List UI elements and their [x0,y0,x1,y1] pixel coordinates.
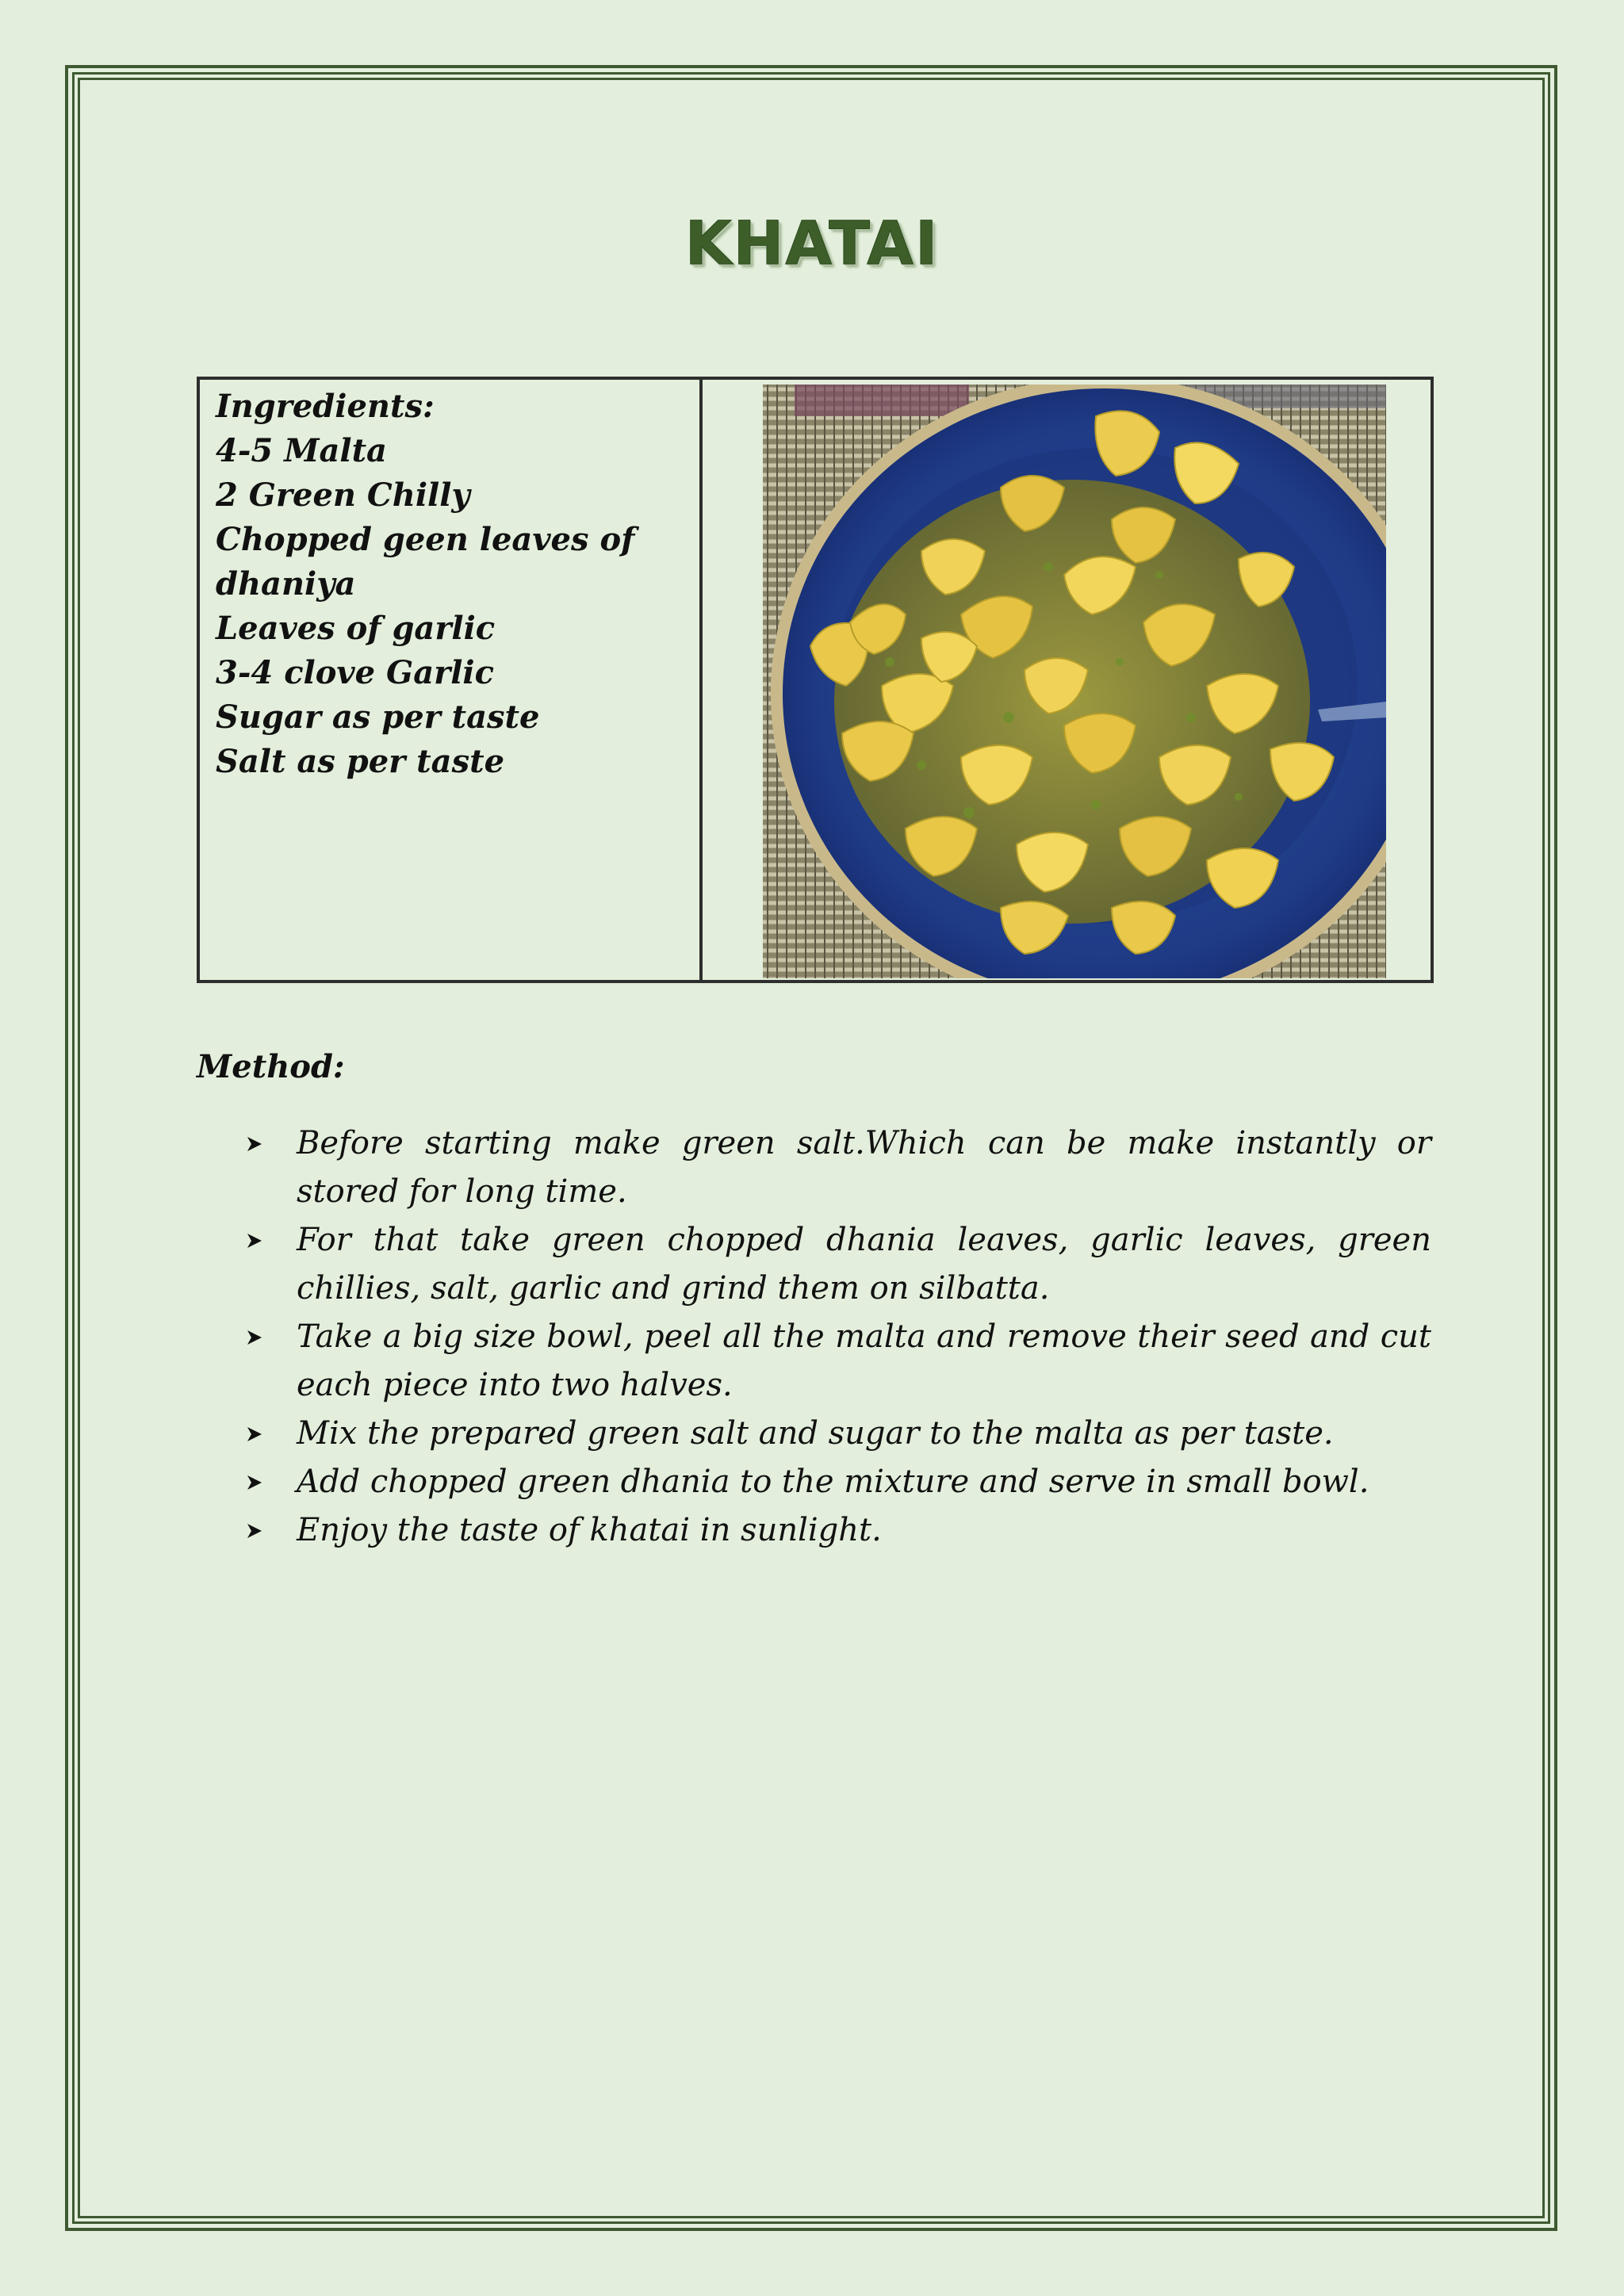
method-step-text: Add chopped green dhania to the mixture and serve in small bowl. [297,1464,1369,1500]
method-step [238,1458,1431,1506]
ingredient-item: 2 Green Chilly [216,476,470,514]
arrowhead-bullet-icon [246,1425,263,1443]
ingredient-item: Salt as per taste [216,743,505,780]
arrowhead-bullet-icon [246,1474,263,1491]
method-step-text: For that take green chopped dhania leaves, garlic leaves, green chillies, salt, garlic and grind them on silbatta. [297,1222,1431,1307]
method-step [238,1216,1431,1313]
method-step [238,1119,1431,1216]
ingredient-item: Leaves of garlic [216,610,496,647]
arrowhead-bullet-icon [246,1522,263,1540]
ingredient-item: 3-4 clove Garlic [216,654,494,691]
method-steps-list [238,1119,1431,1555]
arrowhead-bullet-icon [246,1232,263,1249]
method-heading: Method: [197,1048,345,1085]
method-step-text: Enjoy the taste of khatai in sunlight. [297,1512,882,1548]
ingredient-item: Chopped geen leaves of [216,521,635,558]
recipe-title: KHATAI [684,208,940,278]
method-step-text: Take a big size bowl, peel all the malta and remove their seed and cut each piece into two halves. [297,1318,1431,1403]
method-step [238,1506,1431,1555]
ingredients-cell [200,380,703,980]
method-step [238,1410,1431,1458]
ingredients-heading: Ingredients: [216,388,435,425]
photo-cell [703,380,1431,980]
khatai-dish-photo [763,385,1386,978]
ingredient-item: dhaniya [216,565,356,603]
method-step [238,1313,1431,1410]
method-step-text: Before starting make green salt.Which can be make instantly or stored for long time. [297,1125,1431,1210]
ingredient-item: 4-5 Malta [216,432,387,469]
arrowhead-bullet-icon [246,1135,263,1153]
ingredient-item: Sugar as per taste [216,698,540,736]
method-step-text: Mix the prepared green salt and sugar to the malta as per taste. [297,1415,1334,1452]
recipe-table [197,377,1434,983]
arrowhead-bullet-icon [246,1329,263,1346]
